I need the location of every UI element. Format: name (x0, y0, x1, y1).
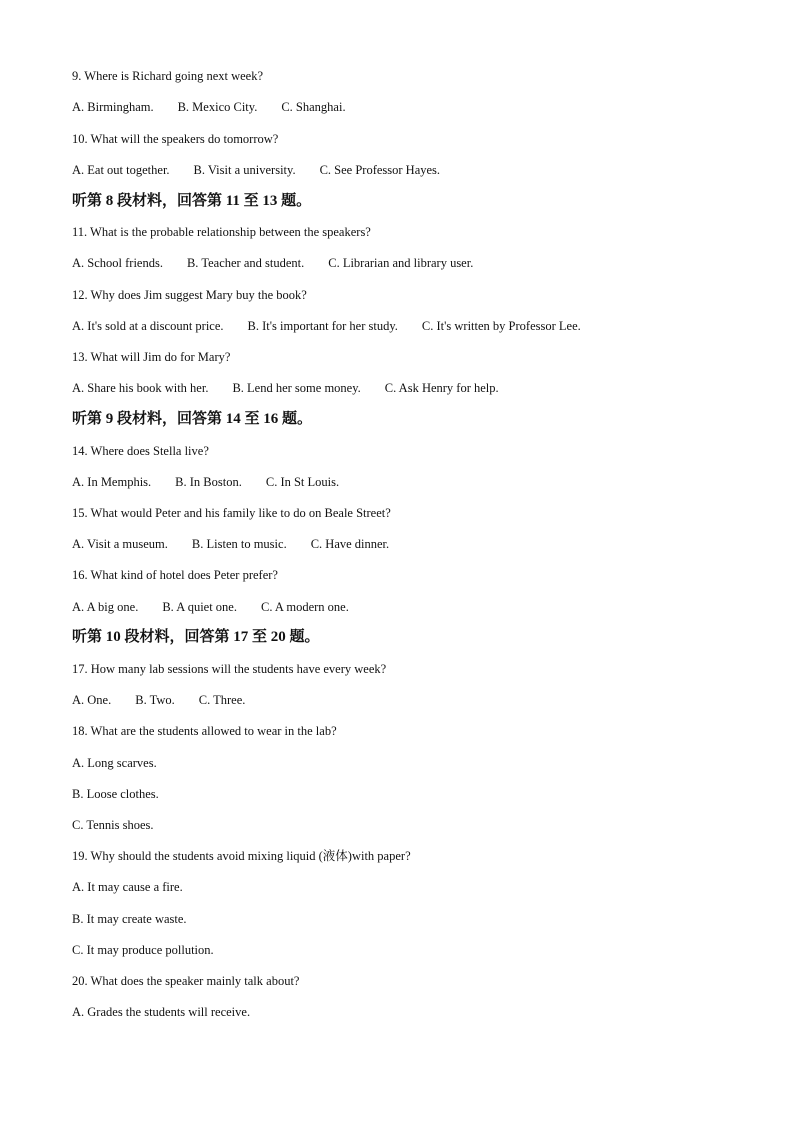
question-9-stem: 9. Where is Richard going next week? (72, 69, 264, 83)
option-c: C. In St Louis. (265, 475, 340, 489)
question-13-stem: 13. What will Jim do for Mary? (72, 350, 231, 364)
option-c: C. Ask Henry for help. (384, 381, 499, 395)
option-a: A. In Memphis. (72, 475, 152, 489)
section-10-heading: 听第 10 段材料，回答第 17 至 20 题。 (72, 629, 320, 645)
question-11-stem: 11. What is the probable relationship between the speakers? (72, 225, 371, 239)
option-c: C. Three. (198, 693, 246, 707)
question-12-stem: 12. Why does Jim suggest Mary buy the book? (72, 288, 307, 302)
question-20-stem: 20. What does the speaker mainly talk about? (72, 974, 300, 988)
question-19-option-a: A. It may cause a fire. (72, 880, 183, 894)
question-18-option-c: C. Tennis shoes. (72, 818, 154, 832)
option-a: A. It's sold at a discount price. (72, 319, 224, 333)
option-c: C. A modern one. (260, 600, 349, 614)
question-14-stem: 14. Where does Stella live? (72, 444, 209, 458)
option-c: C. Shanghai. (281, 100, 346, 114)
option-c: C. Librarian and library user. (328, 256, 474, 270)
question-19-option-c: C. It may produce pollution. (72, 943, 214, 957)
option-a: A. Visit a museum. (72, 537, 168, 551)
option-a: A. One. (72, 693, 112, 707)
option-b: B. It's important for her study. (247, 319, 398, 333)
option-a: A. Birmingham. (72, 100, 154, 114)
question-13-options (72, 380, 499, 396)
option-c: C. It's written by Professor Lee. (421, 319, 581, 333)
question-16-stem: 16. What kind of hotel does Peter prefer? (72, 568, 278, 582)
question-18-stem: 18. What are the students allowed to wear in the lab? (72, 724, 337, 738)
question-10-stem: 10. What will the speakers do tomorrow? (72, 132, 279, 146)
question-10-options (72, 162, 440, 178)
section-8-heading: 听第 8 段材料，回答第 11 至 13 题。 (72, 193, 312, 209)
question-9-options (72, 99, 346, 115)
question-18-option-b: B. Loose clothes. (72, 787, 159, 801)
option-c: C. See Professor Hayes. (319, 163, 441, 177)
question-20-option-a: A. Grades the students will receive. (72, 1005, 251, 1019)
section-9-heading: 听第 9 段材料，回答第 14 至 16 题。 (72, 411, 313, 427)
option-b: B. Two. (135, 693, 175, 707)
question-14-options (72, 474, 339, 490)
option-c: C. Have dinner. (310, 537, 390, 551)
option-b: B. A quiet one. (162, 600, 237, 614)
option-a: A. A big one. (72, 600, 139, 614)
option-b: B. Mexico City. (177, 100, 258, 114)
question-19-stem: 19. Why should the students avoid mixing liquid (液体)with paper? (72, 849, 411, 863)
option-b: B. Lend her some money. (232, 381, 361, 395)
question-17-stem: 17. How many lab sessions will the students have every week? (72, 662, 387, 676)
question-16-options (72, 599, 349, 615)
option-a: A. School friends. (72, 256, 163, 270)
question-11-options (72, 255, 473, 271)
question-15-stem: 15. What would Peter and his family like to do on Beale Street? (72, 506, 391, 520)
option-a: A. Eat out together. (72, 163, 170, 177)
question-17-options (72, 692, 245, 708)
option-b: B. Teacher and student. (186, 256, 305, 270)
option-b: B. Listen to music. (191, 537, 287, 551)
question-15-options (72, 536, 389, 552)
option-b: B. Visit a university. (193, 163, 296, 177)
option-a: A. Share his book with her. (72, 381, 209, 395)
question-19-option-b: B. It may create waste. (72, 912, 187, 926)
question-18-option-a: A. Long scarves. (72, 756, 157, 770)
option-b: B. In Boston. (175, 475, 242, 489)
question-12-options (72, 318, 581, 334)
